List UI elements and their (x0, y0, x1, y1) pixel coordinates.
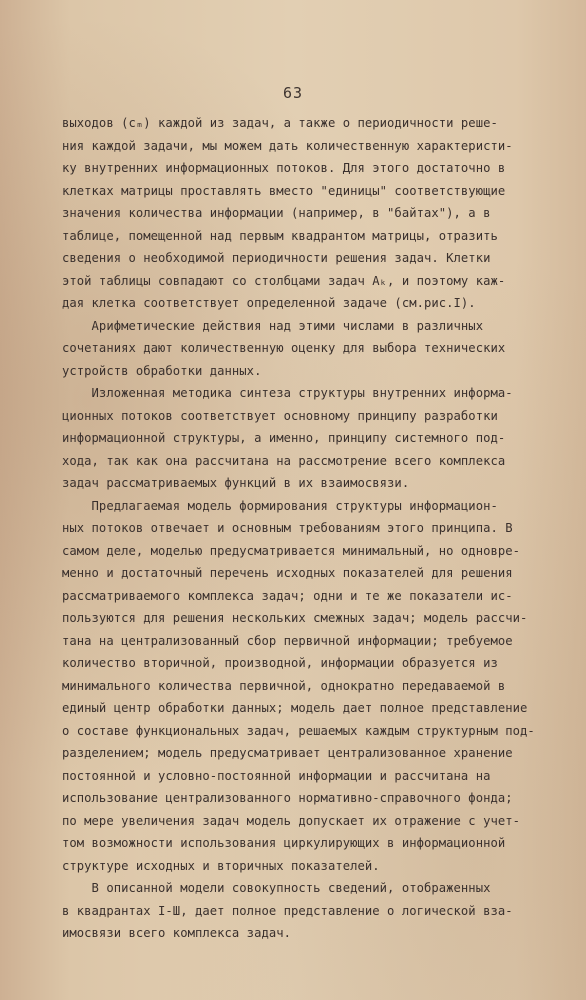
text-line: сведения о необходимой периодичности решения задач. Клетки (62, 251, 491, 265)
text-line: ционных потоков соответствует основному принципу разработки (62, 408, 498, 423)
text-line: разделением; модель предусматривает централизованное хранение (62, 746, 513, 760)
text-line: имосвязи всего комплекса задач. (62, 926, 292, 940)
text-line: менно и достаточный перечень исходных показателей для решения (62, 566, 513, 580)
text-line: сочетаниях дают количественную оценку для выбора технических (62, 341, 506, 355)
text-line: количество вторичной, производной, информации образуется из (62, 656, 498, 670)
text-line: информационной структуры, а именно, принципу системного под- (62, 431, 506, 445)
text-line: Изложенная методика синтеза структуры внутренних информа- (62, 386, 513, 400)
text-line: минимального количества первичной, однократно передаваемой в (62, 678, 506, 693)
text-line: ку внутренних информационных потоков. Для этого достаточно в (62, 161, 506, 175)
text-line: единый центр обработки данных; модель дает полное представление (62, 701, 528, 715)
text-line: устройств обработки данных. (62, 363, 262, 378)
text-line: хода, так как она рассчитана на рассмотрение всего комплекса (62, 453, 506, 468)
text-line: ния каждой задачи, мы можем дать количественную характеристи- (62, 138, 513, 153)
text-line: этой таблицы совпадают со столбцами задач Aₖ, и поэтому каж- (62, 273, 506, 288)
page-number: 63 (282, 84, 304, 102)
text-line: постоянной и условно-постоянной информации и рассчитана на (62, 768, 491, 783)
text-line: таблице, помещенной над первым квадрантом матрицы, отразить (62, 228, 498, 243)
text-line: клетках матрицы проставлять вместо "единицы" соответствующие (62, 183, 506, 198)
body-text (62, 112, 548, 945)
text-line: самом деле, моделью предусматривается минимальный, но одновре- (62, 543, 521, 558)
text-line: по мере увеличения задач модель допускает их отражение с учет- (62, 813, 521, 828)
text-line: пользуются для решения нескольких смежных задач; модель рассчи- (62, 611, 528, 625)
text-line: тана на централизованный сбор первичной информации; требуемое (62, 633, 513, 648)
text-line: дая клетка соответствует определенной задаче (см.рис.I). (62, 296, 476, 310)
text-line: Арифметические действия над этими числами в различных (62, 318, 484, 333)
text-line: значения количества информации (например, в "байтах"), а в (62, 206, 491, 220)
text-line: В описанной модели совокупность сведений, отображенных (62, 881, 491, 895)
text-line: том возможности использования циркулирующих в информационной (62, 836, 506, 850)
text-line: ных потоков отвечает и основным требованиям этого принципа. В (62, 521, 513, 535)
text-line: выходов (cₘ) каждой из задач, а также о периодичности реше- (62, 116, 498, 130)
text-line: рассматриваемого комплекса задач; одни и те же показатели ис- (62, 588, 513, 603)
text-line: Предлагаемая модель формирования структуры информацион- (62, 498, 498, 513)
text-line: задач рассматриваемых функций в их взаимосвязи. (62, 476, 410, 490)
text-line: использование централизованного нормативно-справочного фонда; (62, 791, 513, 805)
text-line: о составе функциональных задач, решаемых каждым структурным под- (62, 723, 535, 738)
text-line: в квадрантах I-Ш, дает полное представление о логической вза- (62, 903, 513, 918)
text-line: структуре исходных и вторичных показателей. (62, 858, 380, 873)
